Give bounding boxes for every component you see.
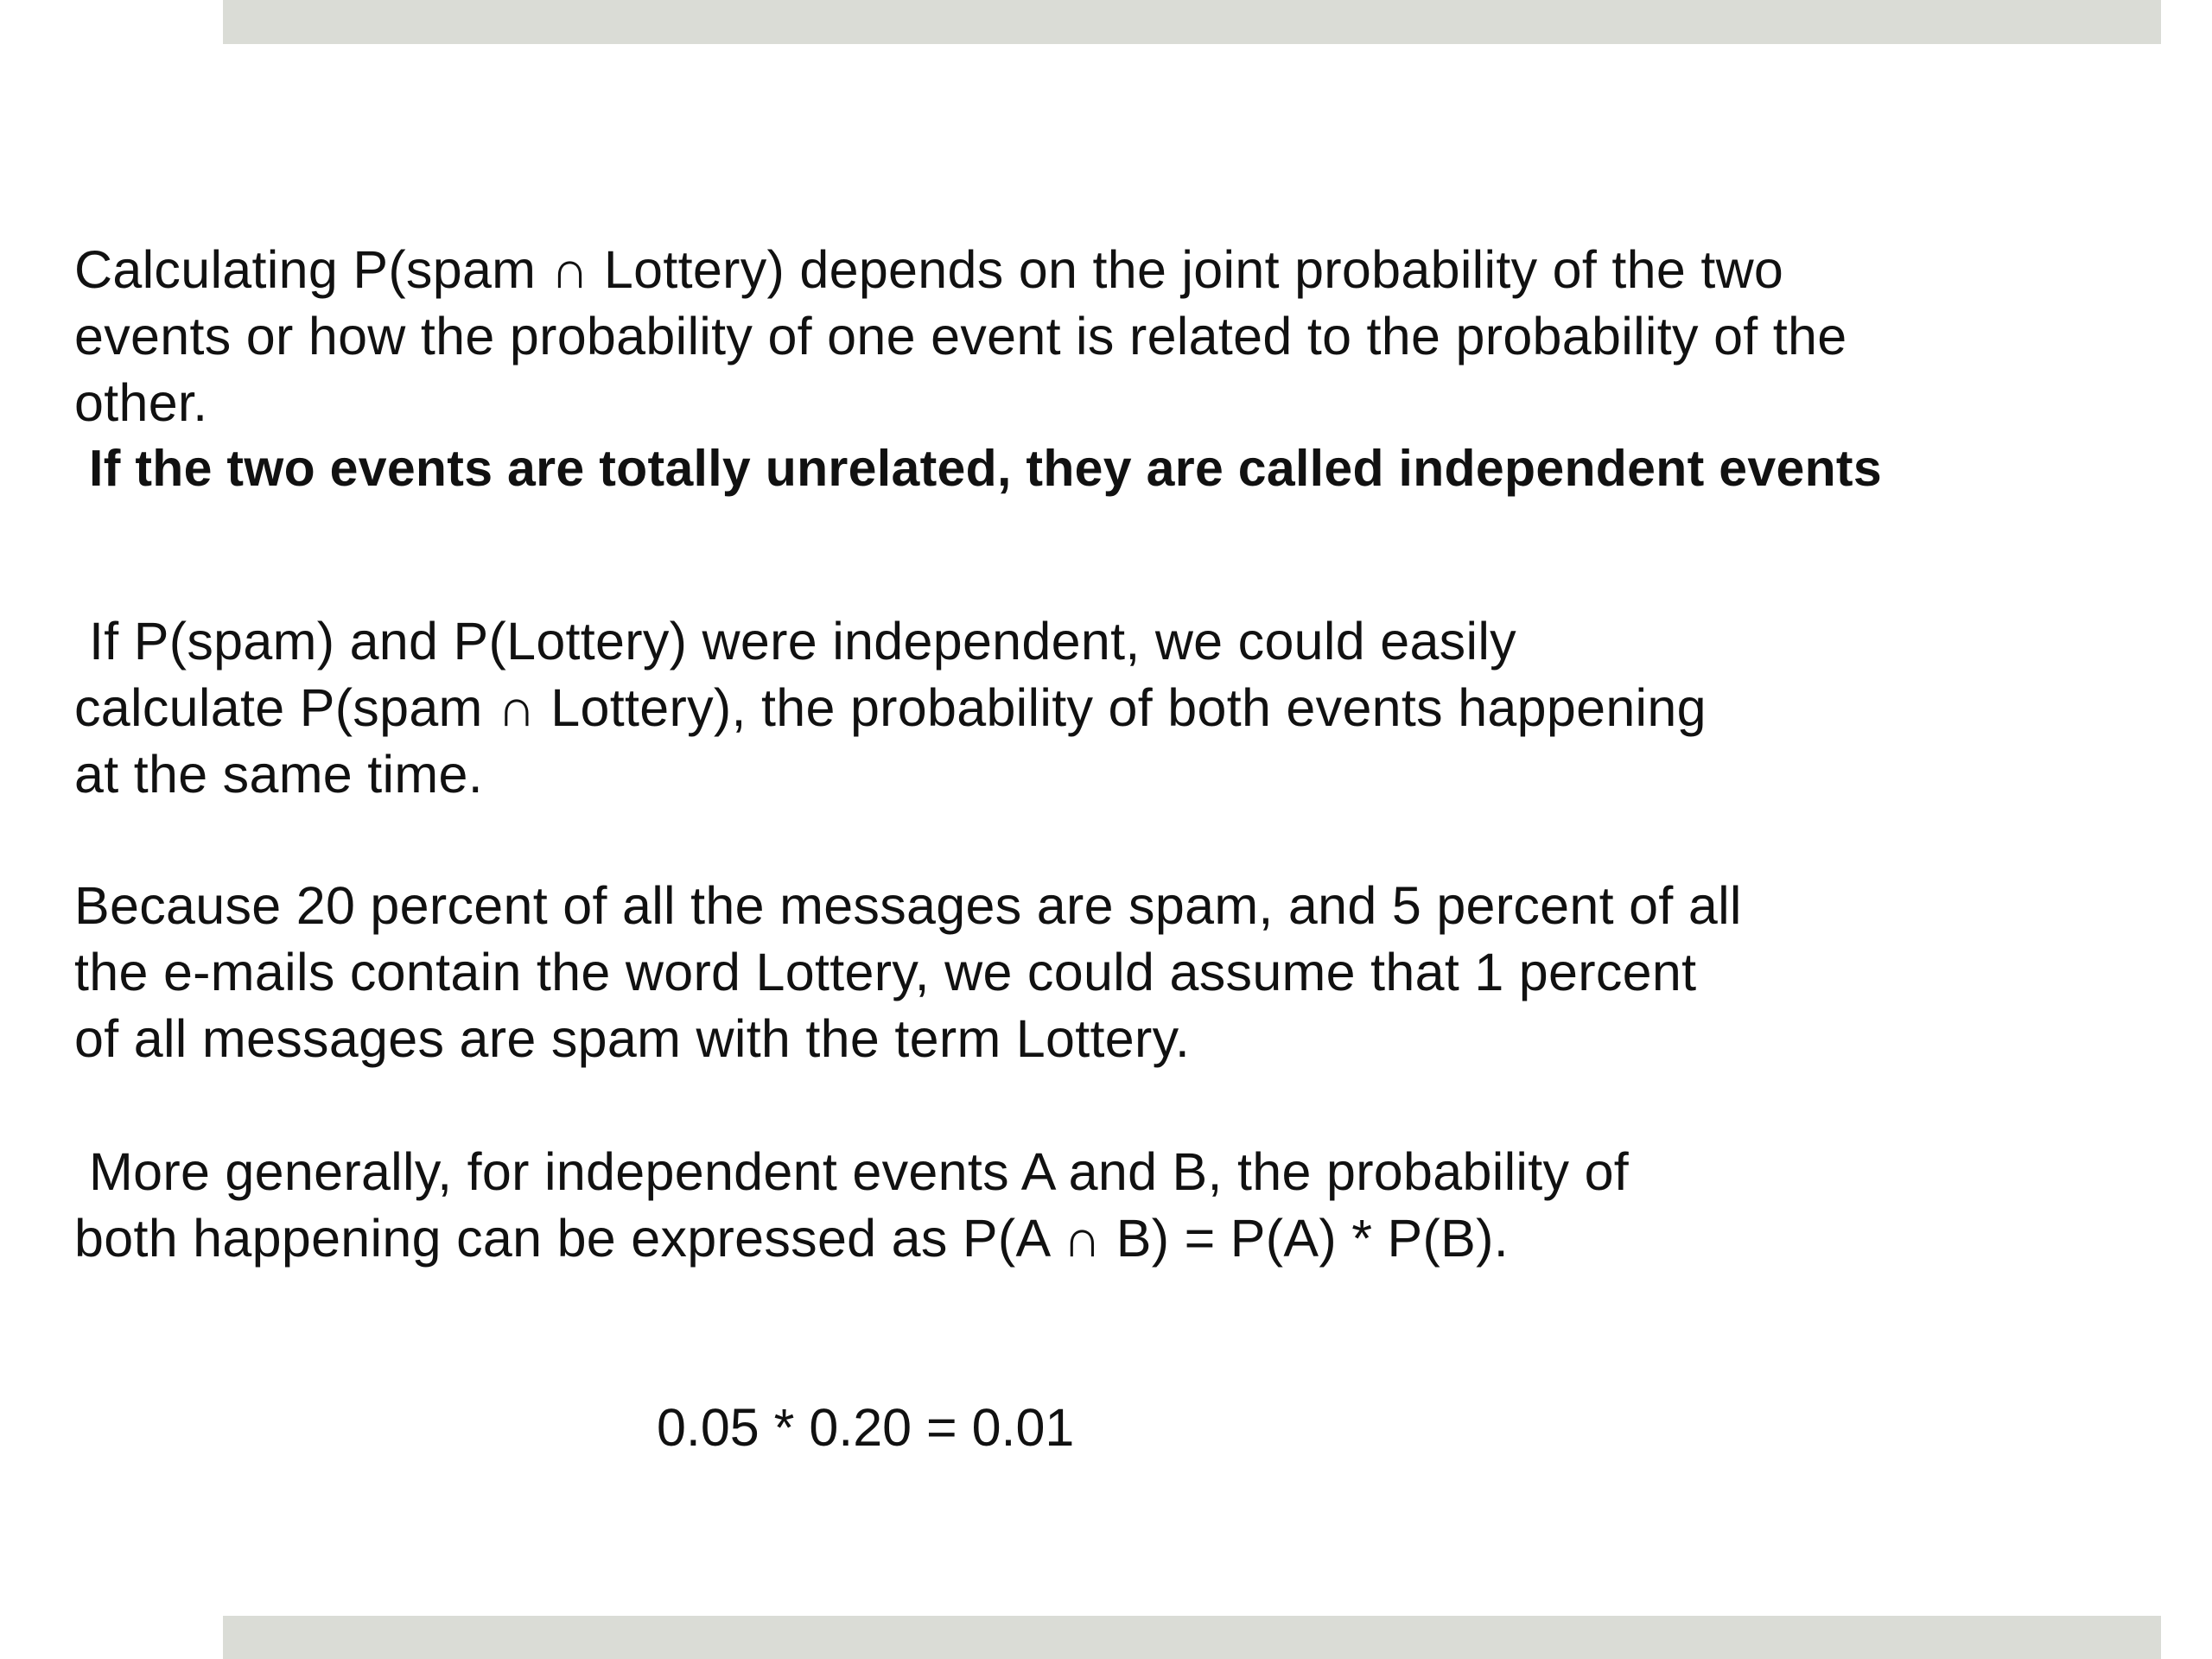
paragraph-line: both happening can be expressed as P(A ∩ B) = P(A) * P(B). xyxy=(74,1209,1509,1268)
paragraph-line: Calculating P(spam ∩ Lottery) depends on the joint probability of the two xyxy=(74,240,1784,299)
bold-statement-text: If the two events are totally unrelated, they are called independent events xyxy=(89,440,1882,497)
paragraph-line: Because 20 percent of all the messages are spam, and 5 percent of all xyxy=(74,876,1742,935)
paragraph-line: the e-mails contain the word Lottery, we could assume that 1 percent xyxy=(74,943,1697,1001)
paragraph-line: of all messages are spam with the term Lottery. xyxy=(74,1009,1191,1068)
bottom-decorative-band xyxy=(223,1616,2161,1659)
paragraph-line: other. xyxy=(74,373,208,432)
paragraph-line: More generally, for independent events A and B, the probability of xyxy=(89,1142,1630,1201)
top-decorative-band xyxy=(223,0,2161,44)
paragraph-general-rule xyxy=(74,1139,1629,1272)
paragraph-spam-percentages xyxy=(74,873,1742,1072)
paragraph-line: If P(spam) and P(Lottery) were independent, we could easily xyxy=(89,612,1516,671)
paragraph-line: at the same time. xyxy=(74,745,483,804)
paragraph-independence-example xyxy=(74,608,1707,808)
equation: 0.05 * 0.20 = 0.01 xyxy=(657,1398,1075,1457)
paragraph-line: events or how the probability of one event is related to the probability of the xyxy=(74,307,1847,365)
paragraph-joint-probability xyxy=(74,237,1847,436)
paragraph-line: calculate P(spam ∩ Lottery), the probability of both events happening xyxy=(74,678,1707,737)
bold-statement-independent-events xyxy=(89,435,1882,502)
